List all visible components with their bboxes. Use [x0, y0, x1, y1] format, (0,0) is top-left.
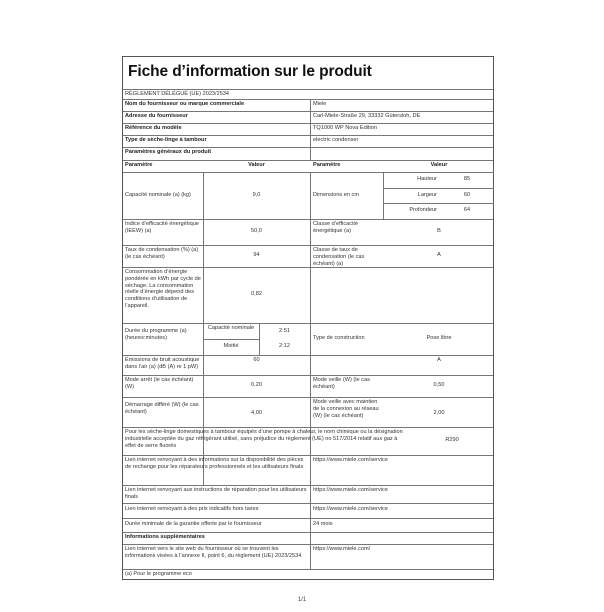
- spare-parts-label: Lien internet renvoyant à des informations sur la disponibilité des pièces de rechange pour les réparateurs professionnels et les utilisateurs finals: [125, 457, 304, 470]
- supplier-label: Nom du fournisseur ou marque commerciale: [125, 101, 245, 107]
- row-divider: [123, 397, 493, 398]
- energy-consumption-value: 0,82: [251, 291, 262, 297]
- off-mode-value: 0,20: [251, 382, 262, 388]
- repair-link[interactable]: https://www.miele.com/service: [313, 487, 388, 493]
- model-label: Référence du modèle: [125, 125, 182, 131]
- prices-link[interactable]: https://www.miele.com/service: [313, 506, 388, 512]
- depth-value: 64: [463, 207, 471, 213]
- energy-class-label: Classe d’efficacité énergétique (a): [313, 221, 358, 234]
- capacity-value: 9,0: [252, 192, 261, 198]
- width-label: Largeur: [417, 192, 437, 198]
- noise-class-value: A: [437, 357, 441, 363]
- cond-rate-value: 94: [253, 252, 260, 258]
- energy-consumption-label: Consommation d’énergie pondérée en kWh par cycle de séchage. La consommation réelle d’énergie dépend des conditions d’utilisation de l’appareil.: [125, 269, 201, 309]
- col-header-value: Valeur: [430, 162, 448, 168]
- website-label: Lien internet vers le site web du fournisseur où se trouvent les informations visées à l’annexe II, point 6, du règlement (UE) 2023/2534: [125, 546, 302, 559]
- website-link[interactable]: https://www.miele.com/: [313, 546, 371, 552]
- standby-value: 0,50: [433, 382, 445, 388]
- construction-label: Type de construction: [313, 335, 365, 341]
- repair-label: Lien internet renvoyant aux instructions de réparation pour les utilisateurs finals: [125, 487, 307, 500]
- height-value: 85: [463, 176, 471, 182]
- refrigerant-value: R290: [445, 437, 459, 443]
- duration-half-value: 2:12: [279, 343, 290, 349]
- row-divider: [123, 323, 493, 324]
- regulation-reference: RÈGLEMENT DÉLÉGUÉ (UE) 2023/2534: [125, 91, 230, 97]
- duration-half-label: Moitié: [223, 343, 239, 349]
- additional-info-heading: Informations supplémentaires: [125, 534, 205, 540]
- row-divider: [203, 339, 259, 340]
- product-info-sheet: [122, 56, 494, 580]
- width-value: 60: [463, 192, 471, 198]
- address-value: Carl-Miele-Straße 29, 33332 Gütersloh, DE: [313, 113, 421, 119]
- page-title: Fiche d’information sur le produit: [128, 63, 372, 80]
- cond-class-label: Classe de taux de condensation (le cas échéant) (a): [313, 247, 365, 267]
- page-number: 1/1: [297, 597, 307, 603]
- depth-label: Profondeur: [409, 207, 437, 213]
- footnote: (a) Pour le programme eco: [125, 571, 192, 577]
- prices-label: Lien internet renvoyant à des prix indicatifs hors taxes: [125, 506, 259, 512]
- noise-value: 60: [253, 357, 260, 363]
- cond-class-value: A: [437, 252, 441, 258]
- construction-value: Pose libre: [426, 335, 452, 341]
- model-value: TQ1000 WP Nova Edition: [313, 125, 377, 131]
- duration-label: Durée du programme (a) (heures:minutes): [125, 328, 187, 341]
- supplier-value: Miele: [313, 101, 327, 107]
- warranty-value: 24 mois: [313, 521, 333, 527]
- spare-parts-link[interactable]: https://www.miele.com/service: [313, 457, 388, 463]
- row-divider: [383, 203, 494, 204]
- delay-start-label: Démarrage différé (W) (le cas échéant): [125, 402, 199, 415]
- delay-start-value: 4,00: [251, 410, 262, 416]
- col-header-value: Valeur: [248, 162, 265, 168]
- warranty-label: Durée minimale de la garantie offerte par le fournisseur: [125, 521, 262, 527]
- duration-full-label: Capacité nominale: [207, 325, 255, 331]
- address-label: Adresse du fournisseur: [125, 113, 188, 119]
- row-divider: [123, 503, 493, 504]
- refrigerant-label: Pour les sèche-linge domestiques à tambour équipés d’une pompe à chaleur, le nom chimique ou la désignation industrielle acceptée du gaz réfrigérant utilisé, sans préjudice du règlement (UE) no 517/2014 relatif aux gaz à effet de serre fluorés: [125, 429, 403, 449]
- dimensions-label: Dimensions en cm: [313, 192, 360, 198]
- networked-standby-label: Mode veille avec maintien de la connexion au réseau (W) (le cas échéant): [313, 399, 379, 419]
- eei-value: 50,0: [251, 228, 262, 234]
- off-mode-label: Mode arrêt (le cas échéant) (W): [125, 377, 194, 390]
- type-label: Type de sèche-linge à tambour: [125, 137, 207, 143]
- height-label: Hauteur: [417, 176, 437, 182]
- standby-label: Mode veille (W) (le cas échéant): [313, 377, 370, 390]
- general-params-heading: Paramètres généraux du produit: [125, 149, 212, 155]
- row-divider: [123, 518, 493, 519]
- noise-label: Émissions de bruit acoustique dans l’air (a) (dB (A) re 1 pW): [125, 357, 200, 370]
- energy-class-value: B: [437, 228, 441, 234]
- capacity-label: Capacité nominale (a) (kg): [125, 192, 191, 198]
- eei-label: Indice d’efficacité énergétique (IEEW) (a): [125, 221, 199, 234]
- cond-rate-label: Taux de condensation (%) (a) (le cas échéant): [125, 247, 199, 260]
- type-value: electric condenser: [313, 137, 359, 143]
- duration-full-value: 2:51: [279, 328, 290, 334]
- col-header-param: Paramètre: [313, 162, 341, 168]
- col-header-param: Paramètre: [125, 162, 153, 168]
- networked-standby-value: 2,00: [433, 410, 445, 416]
